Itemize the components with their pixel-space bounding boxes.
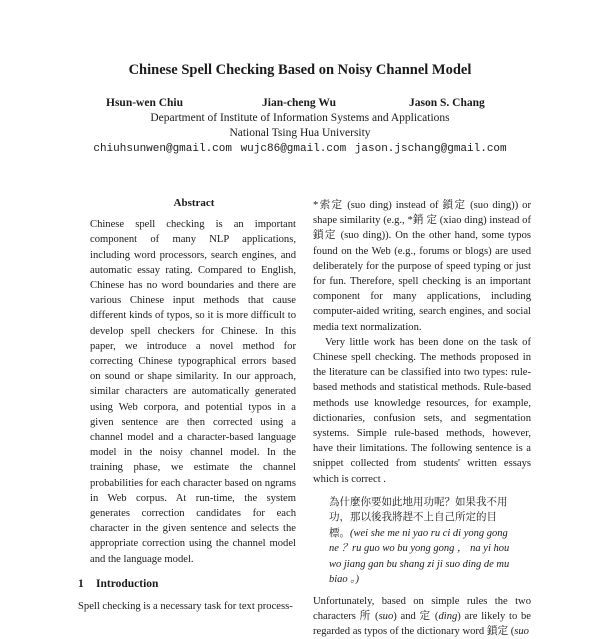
left-column: [78, 196, 310, 614]
author-list: [0, 97, 600, 113]
author-name: Hsun-wen Chiu: [106, 97, 184, 109]
author-emails: chiuhsunwen@gmail.com wujc86@gmail.com jason.jschang@gmail.com: [93, 143, 507, 155]
quote-romanization: (wei she me ni yao ru ci di yong gong ne ？ru guo wo bu yong gong ， na yi hou wo jiang gan bu shang zi ji suo ding de mu biao 。): [329, 527, 510, 586]
body-paragraph: Very little work has been done on the task of Chinese spell checking. The methods proposed in the literature can be classified into two types: rule-based methods and statistical methods. Rule-based methods use knowledge resources, for example, dictionaries, confusion sets, and segmentation systems. Simple rule-based methods, however, have their limitations. The following sentence is a snippet collected from students' written essays which is correct .: [313, 336, 531, 485]
body-paragraph: *索定 (suo ding) instead of 鎖定 (suo ding)) or shape similarity (e.g., *銷 定 (xiao ding) instead of 鎖定 (suo ding)). On the other hand, some typos found on the Web (e.g., forums or blogs) are used deliberately for the purpose of speed typing or just for fun. Therefore, spell checking is an important component for many applications, including computer-aided writing, search engines, and social media text normalization.: [313, 200, 531, 333]
section-title: Introduction: [96, 577, 159, 590]
abstract-text: Chinese spell checking is an important component of many NLP applications, including word processors, search engines, and automatic essay rating. Compared to English, Chinese has no word boundaries and there are various Chinese input methods that cause different kinds of typos, so it is more difficult to develop spell checkers for Chinese. In this paper, we introduce a novel method for correcting Chinese typographical errors based on sound or shape similarity. In our approach, similar characters are automatically generated using Web corpora, and potential typos in a given sentence are then corrected using a channel model and a character-based language model in the noisy channel model. In the training phase, we estimate the channel probabilities for each character based on ngrams in Web corpus. At run-time, the system generates correction candidates for each character in the given sentence and selects the appropriate correction using the channel model and the language model.: [90, 219, 296, 565]
section-heading-introduction: [78, 577, 310, 592]
author-name: Jason S. Chang: [409, 97, 485, 109]
affiliation-university: National Tsing Hua University: [229, 127, 371, 139]
right-column: [313, 198, 531, 639]
abstract-heading: Abstract: [173, 197, 215, 209]
section-number: 1: [78, 577, 84, 590]
author-name: Jian-cheng Wu: [262, 97, 337, 109]
affiliation-department: Department of Institute of Information Systems and Applications: [150, 112, 450, 124]
paper-title: Chinese Spell Checking Based on Noisy Channel Model: [128, 62, 472, 78]
example-quote: [329, 495, 517, 588]
intro-paragraph: Spell checking is a necessary task for text process-: [78, 601, 293, 613]
body-paragraph: Unfortunately, based on simple rules the two characters 所 (suo) and 定 (dìng) are likely to be regarded as typos of the dictionary word 鎖定 (suo: [313, 595, 531, 638]
quote-chinese: 為什麼你要如此地用功呢？如果我不用功，那以後我將趕不上自己所定的目標。: [329, 496, 508, 539]
